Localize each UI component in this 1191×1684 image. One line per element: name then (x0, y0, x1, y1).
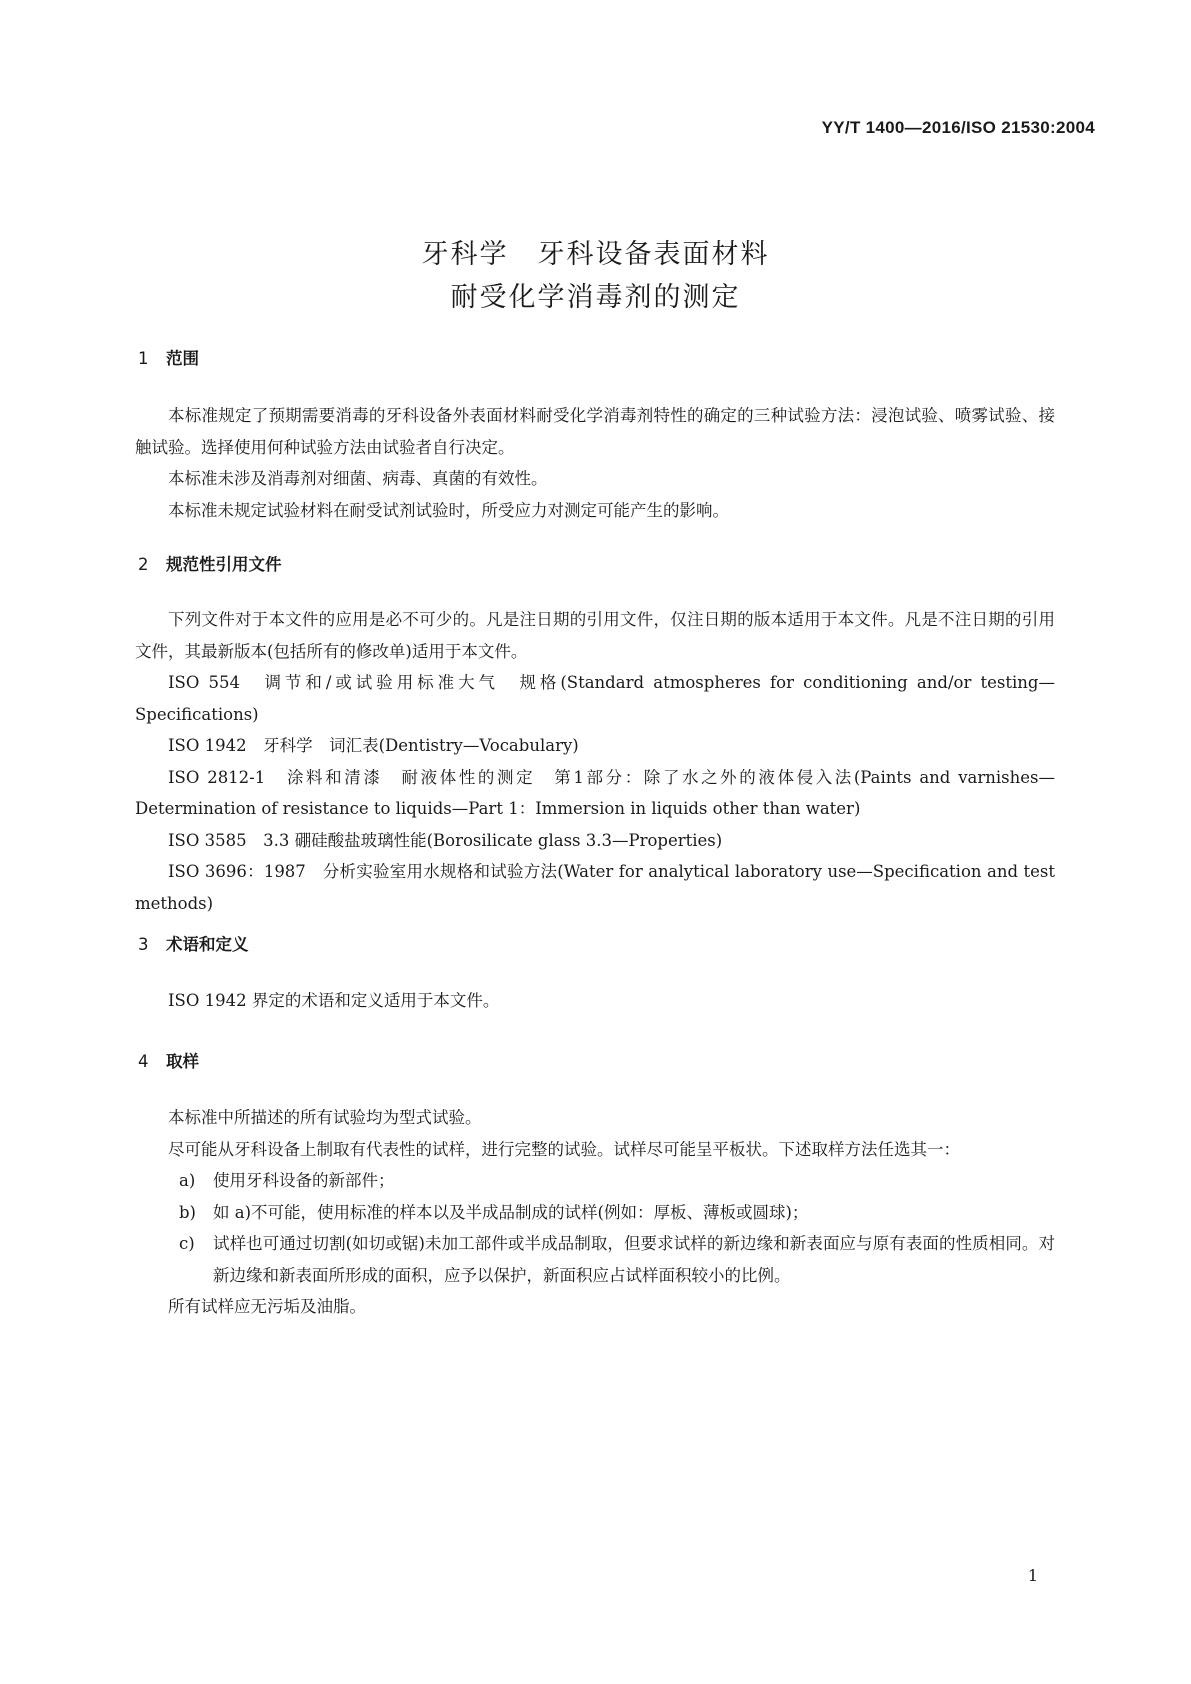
list-item-text: 如 a)不可能，使用标准的样本以及半成品制成的试样(例如：厚板、薄板或圆球)； (213, 1202, 809, 1222)
section-3-body (135, 985, 1055, 1017)
document-title-line-2: 耐受化学消毒剂的测定 (450, 282, 741, 313)
paragraph: 尽可能从牙科设备上制取有代表性的试样，进行完整的试验。试样尽可能呈平板状。下述取样方法任选其一： (168, 1139, 960, 1159)
section-2-heading (138, 551, 282, 575)
reference-item: ISO 1942 牙科学 词汇表(Dentistry—Vocabulary) (168, 736, 579, 755)
list-item-text: 试样也可通过切割(如切或锯)未加工部件或半成品制取，但要求试样的新边缘和新表面应与原有表面的性质相同。对新边缘和新表面所形成的面积，应予以保护，新面积应占试样面积较小的比例。 (213, 1234, 1055, 1285)
page-number: 1 (1027, 1566, 1038, 1585)
section-title: 术语和定义 (166, 935, 249, 954)
section-title: 范围 (166, 349, 199, 368)
section-number: 1 (138, 349, 149, 368)
section-3-heading (138, 931, 249, 955)
paragraph: ISO 1942 界定的术语和定义适用于本文件。 (168, 991, 500, 1010)
list-marker: b) (179, 1202, 196, 1222)
section-1-heading (138, 345, 199, 369)
section-title: 规范性引用文件 (166, 555, 282, 574)
paragraph: 本标准中所描述的所有试验均为型式试验。 (168, 1108, 482, 1127)
list-marker: c) (179, 1234, 195, 1253)
list-item (135, 1228, 1055, 1291)
reference-item: ISO 2812-1 涂料和清漆 耐液体性的测定 第1部分：除了水之外的液体侵入法(Paints and varnishes—Determination of resistance to liquids—Part 1：Immersion in liquids other than water) (135, 767, 1055, 818)
section-1-body (135, 400, 1055, 526)
paragraph: 下列文件对于本文件的应用是必不可少的。凡是注日期的引用文件，仅注日期的版本适用于本文件。凡是不注日期的引用文件，其最新版本(包括所有的修改单)适用于本文件。 (135, 610, 1055, 661)
paragraph: 本标准规定了预期需要消毒的牙科设备外表面材料耐受化学消毒剂特性的确定的三种试验方法：浸泡试验、喷雾试验、接触试验。选择使用何种试验方法由试验者自行决定。 (135, 406, 1055, 457)
section-title: 取样 (166, 1052, 199, 1071)
list-item (135, 1165, 1055, 1197)
section-2-body (135, 604, 1055, 919)
reference-item: ISO 554 调节和/或试验用标准大气 规格(Standard atmospheres for conditioning and/or testing—Specifications) (135, 673, 1055, 724)
paragraph: 所有试样应无污垢及油脂。 (168, 1297, 366, 1316)
list-marker: a) (179, 1171, 196, 1190)
section-number: 4 (138, 1052, 149, 1071)
list-item (135, 1197, 1055, 1229)
list-item-text: 使用牙科设备的新部件； (213, 1171, 395, 1190)
section-4-body (135, 1102, 1055, 1323)
standard-code: YY/T 1400—2016/ISO 21530:2004 (821, 118, 1095, 137)
section-4-heading (138, 1048, 199, 1072)
section-number: 3 (138, 935, 149, 954)
paragraph: 本标准未涉及消毒剂对细菌、病毒、真菌的有效性。 (168, 469, 548, 488)
document-title-line-1: 牙科学 牙科设备表面材料 (421, 239, 770, 270)
paragraph: 本标准未规定试验材料在耐受试剂试验时，所受应力对测定可能产生的影响。 (168, 500, 729, 520)
reference-item: ISO 3585 3.3 硼硅酸盐玻璃性能(Borosilicate glass 3.3—Properties) (168, 830, 723, 850)
reference-item: ISO 3696：1987 分析实验室用水规格和试验方法(Water for analytical laboratory use—Specification and test methods) (135, 862, 1055, 913)
section-number: 2 (138, 555, 149, 574)
